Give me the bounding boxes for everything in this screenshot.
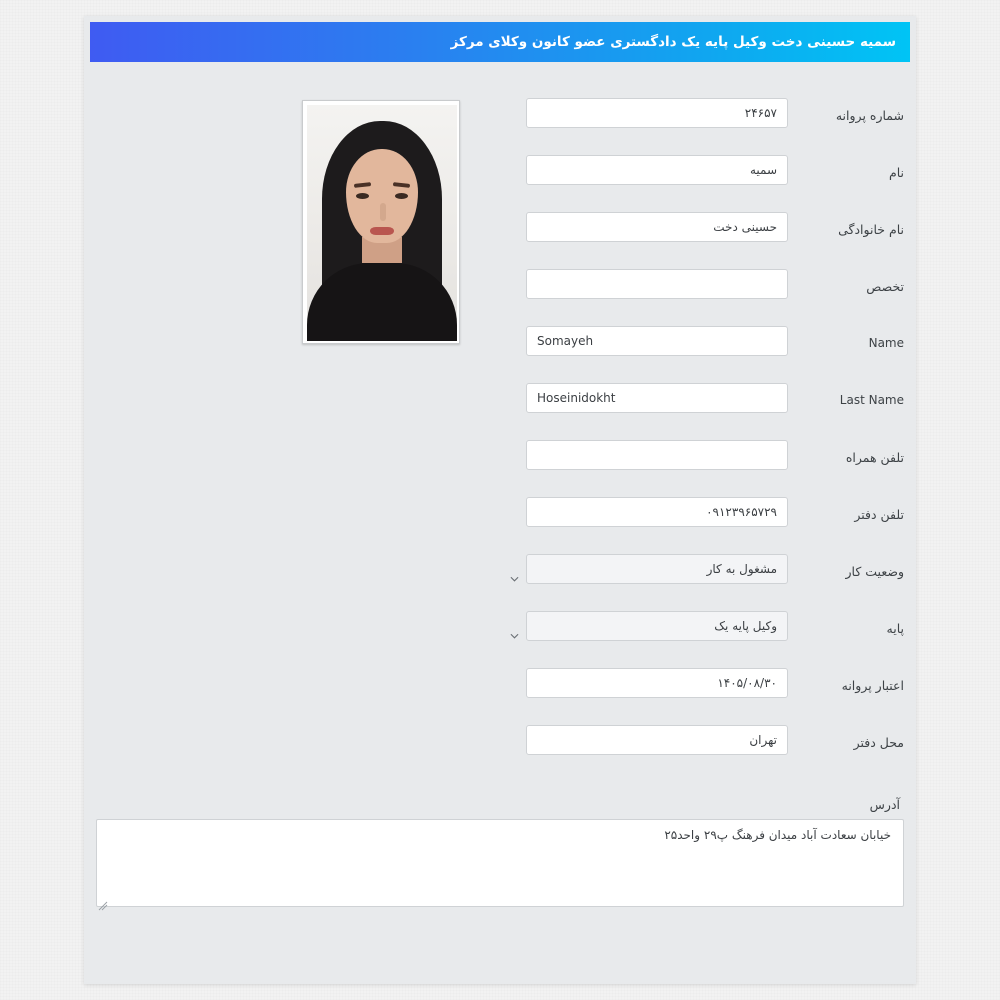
label-mobile-phone: تلفن همراه [845,450,904,465]
label-license-number: شماره پروانه [835,108,904,123]
form-row-office-phone [500,493,910,550]
label-grade: پایه [886,621,904,636]
profile-photo [307,105,457,341]
label-office-city: محل دفتر [853,735,904,750]
input-license-validity[interactable]: ۱۴۰۵/۰۸/۳۰ [526,668,788,698]
input-specialty[interactable] [526,269,788,299]
input-first-name[interactable]: سمیه [526,155,788,185]
form-row-office-city [500,721,910,778]
form-row-specialty [500,265,910,322]
label-name-en: Name [868,336,904,350]
form-row-license-validity [500,664,910,721]
profile-card [84,16,916,984]
form-row-last-name [500,208,910,265]
chevron-down-icon [510,631,519,640]
label-specialty: تخصص [866,279,904,294]
input-last-name[interactable]: حسینی دخت [526,212,788,242]
label-license-validity: اعتبار پروانه [841,678,904,693]
form-row-first-name [500,151,910,208]
chevron-down-icon [510,574,519,583]
label-office-phone: تلفن دفتر [854,507,904,522]
portrait-illustration [307,105,457,341]
label-last-name: نام خانوادگی [838,222,904,237]
input-name-en[interactable]: Somayeh [526,326,788,356]
form-row-grade [500,607,910,664]
page-title: سمیه حسینی دخت وکیل پایه یک دادگستری عضو کانون وکلای مرکز [450,34,896,50]
input-license-number[interactable]: ۲۴۶۵۷ [526,98,788,128]
input-mobile-phone[interactable] [526,440,788,470]
input-last-name-en[interactable]: Hoseinidokht [526,383,788,413]
label-work-status: وضعیت کار [845,564,904,579]
form-row-last-name-en [500,379,910,436]
resize-handle-icon[interactable] [98,896,108,906]
form-row-license-number [500,94,910,151]
textarea-address[interactable]: خیابان سعادت آباد میدان فرهنگ پ۲۹ واحد۲۵ [96,819,904,907]
form-row-mobile-phone [500,436,910,493]
label-first-name: نام [888,165,904,180]
profile-body [90,62,910,978]
select-grade[interactable]: وکیل پایه یک [526,611,788,641]
label-address: آدرس [869,797,900,812]
window-titlebar [90,22,910,62]
label-last-name-en: Last Name [839,393,904,407]
profile-photo-frame [302,100,460,344]
input-office-city[interactable]: تهران [526,725,788,755]
form-row-work-status [500,550,910,607]
profile-form [500,94,910,778]
input-office-phone[interactable]: ۰۹۱۲۳۹۶۵۷۲۹ [526,497,788,527]
select-work-status[interactable]: مشغول به کار [526,554,788,584]
form-row-name-en [500,322,910,379]
address-block [96,797,904,907]
